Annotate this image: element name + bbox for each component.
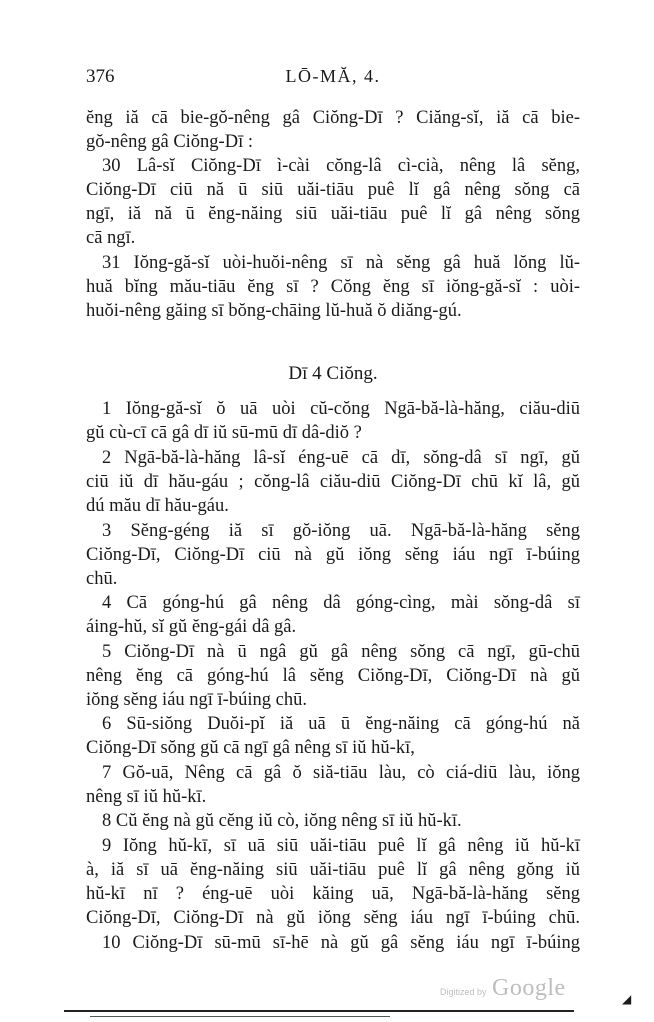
text-line: cā ngī.	[86, 228, 136, 248]
google-logo-text: Google	[492, 975, 566, 1001]
chapter-title: Dī 4 Ciŏng.	[288, 363, 378, 384]
text-line: chū.	[86, 569, 118, 589]
page-bottom-rule-secondary	[90, 1016, 390, 1017]
text-line: nêng sī iŭ hŭ-kī.	[86, 787, 207, 807]
verse-3-line: 3 Sĕng-géng iă sī gŏ-iŏng uā. Ngā-bă-là-hăng sĕng	[102, 521, 580, 541]
text-line: Ciŏng-Dī, Ciŏng-Dī nà gŭ iŏng sĕng iáu ngī ī-búing chū.	[86, 908, 580, 928]
verse-10-line: 10 Ciŏng-Dī sū-mū sī-hē nà gŭ gâ sĕng iáu ngī ī-búing	[102, 933, 580, 953]
text-line: Ciŏng-Dī, Ciŏng-Dī ciū nà gŭ iŏng sĕng iáu ngī ī-búing	[86, 545, 580, 565]
verse-5-line: 5 Ciŏng-Dī nà ū ngâ gŭ gâ nêng sŏng cā ngī, gū-chū	[102, 642, 580, 662]
text-line: à, iă sī uā ĕng-năing siū uăi-tiāu puê lĭ gâ nêng gŏng iŭ	[86, 860, 580, 880]
verse-2-line: 2 Ngā-bă-là-hăng lâ-sĭ éng-uē cā dī, sŏng-dâ sī ngī, gŭ	[102, 448, 580, 468]
running-head: LŌ-MĂ, 4.	[285, 66, 381, 86]
text-line: gŭ cù-cī cā gâ dī iŭ sū-mū dī dâ-diŏ ?	[86, 423, 362, 443]
text-line: hŭ-kī nī ? éng-uē uòi kăing uā, Ngā-bă-là-hăng sĕng	[86, 884, 580, 904]
text-line: huă bĭng mău-tiāu ĕng sī ? Cŏng ĕng sī iŏng-gă-sĭ : uòi-	[86, 277, 580, 297]
text-line: gŏ-nêng gâ Ciŏng-Dī :	[86, 132, 253, 152]
verse-6-line: 6 Sū-siŏng Duŏi-pĭ iă uā ū ĕng-năing cā góng-hú nă	[102, 714, 580, 734]
text-line: ngī, iă nă ū ĕng-năing siū uăi-tiāu puê lĭ gâ nêng sŏng	[86, 204, 580, 224]
scan-mark-icon: ◢	[622, 992, 632, 1006]
text-line: Ciŏng-Dī ciū nă ū siū uăi-tiāu puê lĭ gâ nêng sŏng cā	[86, 180, 580, 200]
text-line: Ciŏng-Dī sŏng gŭ cā ngī gâ nêng sī iŭ hŭ-kī,	[86, 738, 415, 758]
verse-4-line: 4 Cā góng-hú gâ nêng dâ góng-cìng, mài sŏng-dâ sī	[102, 593, 580, 613]
verse-7-line: 7 Gŏ-uā, Nêng cā gâ ŏ siă-tiāu làu, cò ciá-diū làu, iŏng	[102, 763, 580, 783]
page-header	[86, 66, 580, 94]
text-line: nêng ĕng cā góng-hú lâ sĕng Ciŏng-Dī, Ciŏng-Dī nà gŭ	[86, 666, 580, 686]
text-line: huŏi-nêng găing sī bŏng-chāing lŭ-huă ŏ diăng-gú.	[86, 301, 462, 321]
verse-8-line: 8 Cŭ ĕng nà gŭ cĕng iŭ cò, iŏng nêng sī iŭ hŭ-kī.	[102, 811, 462, 831]
verse-31-line: 31 Iŏng-gă-sĭ uòi-huŏi-nêng sī nà sĕng gâ huă lŏng lŭ-	[102, 253, 580, 273]
verse-30-line: 30 Lâ-sĭ Ciŏng-Dī ì-cài cŏng-lâ cì-cià, nêng lâ sĕng,	[102, 156, 580, 176]
text-line: áing-hŭ, sĭ gŭ ĕng-gái dâ gâ.	[86, 617, 297, 637]
verse-9-line: 9 Iŏng hŭ-kī, sī uā siū uăi-tiāu puê lĭ gâ nêng iŭ hŭ-kī	[102, 836, 580, 856]
text-line: dú mău dī hău-gáu.	[86, 496, 229, 516]
page-bottom-rule	[64, 1010, 574, 1012]
verse-1-line: 1 Iŏng-gă-sĭ ŏ uā uòi cŭ-cŏng Ngā-bă-là-hăng, ciău-diū	[102, 399, 580, 419]
text-line: ciū iŭ dī hău-gáu ; cŏng-lâ ciău-diū Ciŏng-Dī chū kĭ lâ, gŭ	[86, 472, 580, 492]
digitized-by-label: Digitized by	[440, 987, 487, 997]
text-line: iŏng sĕng iáu ngī ī-búing chū.	[86, 690, 307, 710]
text-line: ĕng iă cā bie-gŏ-nêng gâ Ciŏng-Dī ? Ciăng-sĭ, iă cā bie-	[86, 108, 580, 128]
page-number: 376	[86, 66, 115, 87]
google-watermark	[440, 975, 580, 1005]
